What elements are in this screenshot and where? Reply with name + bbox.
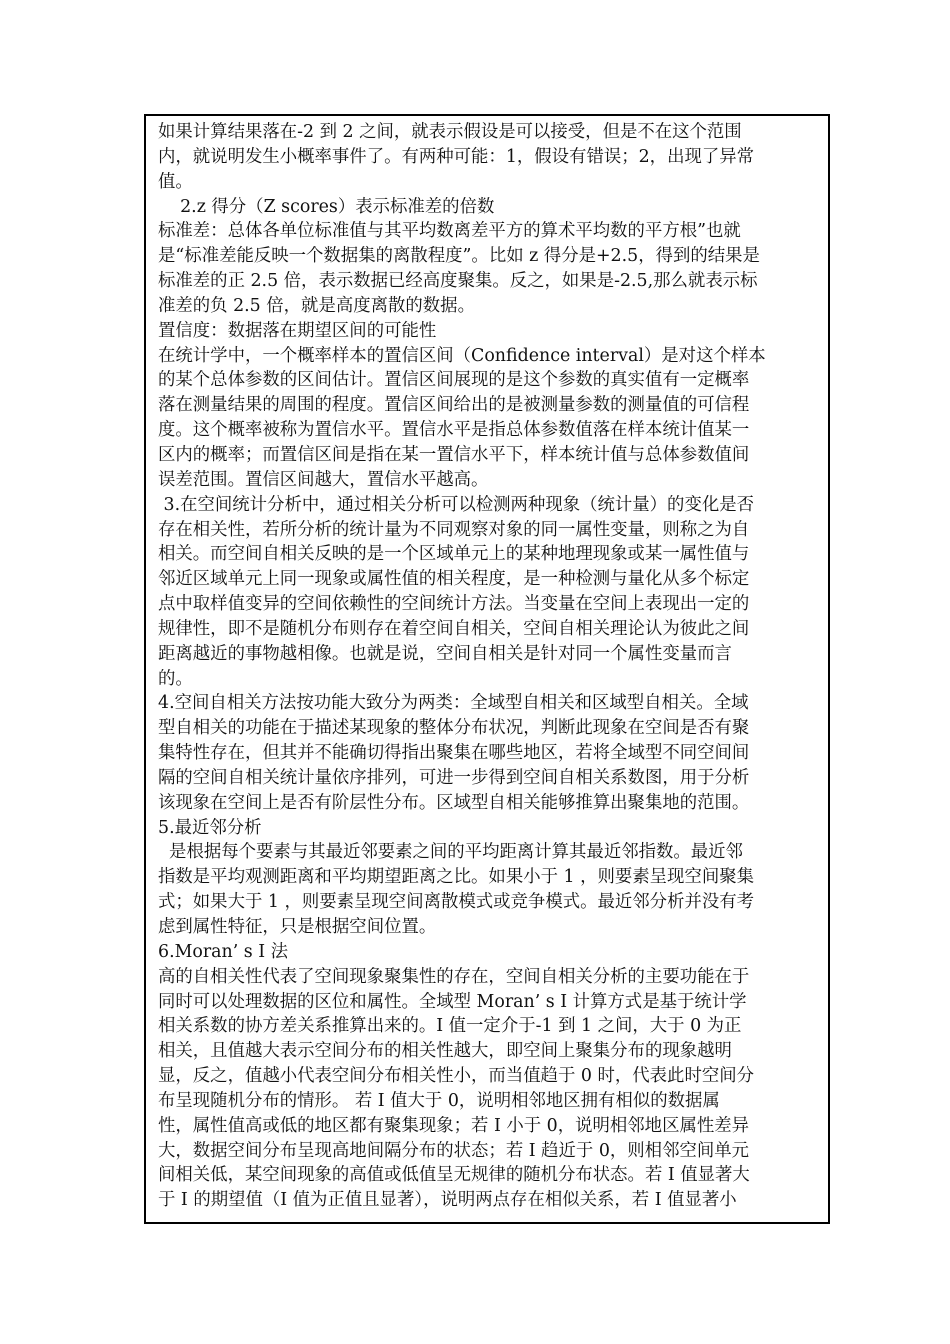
text-line: 距离越近的事物越相像。也就是说，空间自相关是针对同一个属性变量而言 [158, 643, 732, 664]
text-line: 2.z 得分（Z scores）表示标准差的倍数 [158, 196, 495, 217]
text-line: 置信度：数据落在期望区间的可能性 [158, 320, 437, 341]
text-line: 如果计算结果落在-2 到 2 之间，就表示假设是可以接受，但是不在这个范围 [158, 122, 742, 142]
text-line: 布呈现随机分布的情形。 若 I 值大于 0，说明相邻地区拥有相似的数据属 [158, 1090, 720, 1111]
text-line: 邻近区域单元上同一现象或属性值的相关程度，是一种检测与量化从多个标定 [158, 569, 750, 590]
text-line: 点中取样值变异的空间依赖性的空间统计方法。当变量在空间上表现出一定的 [158, 594, 750, 615]
text-line: 是根据每个要素与其最近邻要素之间的平均距离计算其最近邻指数。最近邻 [158, 842, 743, 863]
text-line: 落在测量结果的周围的程度。置信区间给出的是被测量参数的测量值的可信程 [158, 395, 750, 416]
text-line: 高的自相关性代表了空间现象聚集性的存在，空间自相关分析的主要功能在于 [158, 966, 750, 987]
text-line: 在统计学中，一个概率样本的置信区间（Confidence interval）是对这个样本 [158, 345, 766, 366]
text-line: 6.Moran’ s I 法 [158, 941, 289, 962]
text-line: 存在相关性，若所分析的统计量为不同观察对象的同一属性变量，则称之为自 [158, 519, 750, 540]
text-line: 4.空间自相关方法按功能大致分为两类：全域型自相关和区域型自相关。全域 [158, 693, 749, 714]
text-line: 相关系数的协方差关系推算出来的。I 值一定介于-1 到 1 之间，大于 0 为正 [158, 1016, 742, 1037]
text-line: 性，属性值高或低的地区都有聚集现象；若 I 小于 0，说明相邻地区属性差异 [158, 1115, 750, 1136]
text-line: 的某个总体参数的区间估计。置信区间展现的是这个参数的真实值有一定概率 [158, 370, 750, 391]
text-line: 集特性存在，但其并不能确切得指出聚集在哪些地区，若将全域型不同空间间 [158, 743, 750, 764]
text-line: 隔的空间自相关统计量依序排列，可进一步得到空间自相关系数图，用于分析 [158, 767, 750, 788]
text-line: 的。 [158, 668, 193, 689]
text-line: 相关，且值越大表示空间分布的相关性越大，即空间上聚集分布的现象越明 [158, 1041, 732, 1062]
document-frame [144, 114, 830, 1224]
text-line: 标准差：总体各单位标准值与其平均数离差平方的算术平均数的平方根”也就 [158, 221, 741, 242]
text-line: 3.在空间统计分析中，通过相关分析可以检测两种现象（统计量）的变化是否 [158, 494, 755, 515]
text-line: 标准差的正 2.5 倍，表示数据已经高度聚集。反之，如果是-2.5,那么就表示标 [158, 271, 758, 292]
text-line: 于 I 的期望值（I 值为正值且显著），说明两点存在相似关系，若 I 值显著小 [158, 1190, 737, 1211]
text-line: 该现象在空间上是否有阶层性分布。区域型自相关能够推算出聚集地的范围。 [158, 792, 750, 813]
text-line: 相关。而空间自相关反映的是一个区域单元上的某种地理现象或某一属性值与 [158, 544, 750, 565]
document-text [158, 120, 822, 1213]
text-line: 内，就说明发生小概率事件了。有两种可能：1，假设有错误；2，出现了异常 [158, 146, 755, 167]
text-line: 准差的负 2.5 倍，就是高度离散的数据。 [158, 295, 475, 316]
text-line: 间相关低，某空间现象的高值或低值呈无规律的随机分布状态。若 I 值显著大 [158, 1165, 750, 1186]
text-line: 5.最近邻分析 [158, 817, 262, 838]
text-line: 虑到属性特征，只是根据空间位置。 [158, 917, 437, 937]
text-line: 大，数据空间分布呈现高地间隔分布的状态；若 I 趋近于 0，则相邻空间单元 [158, 1140, 750, 1161]
text-line: 是“标准差能反映一个数据集的离散程度”。比如 z 得分是+2.5，得到的结果是 [158, 246, 760, 267]
text-line: 规律性，即不是随机分布则存在着空间自相关，空间自相关理论认为彼此之间 [158, 618, 750, 639]
text-line: 式；如果大于 1 ，则要素呈现空间离散模式或竞争模式。最近邻分析并没有考 [158, 892, 755, 913]
text-line: 同时可以处理数据的区位和属性。全域型 Moran’ s I 计算方式是基于统计学 [158, 991, 747, 1012]
text-line: 度。这个概率被称为置信水平。置信水平是指总体参数值落在样本统计值某一 [158, 420, 750, 441]
text-line: 区内的概率；而置信区间是指在某一置信水平下，样本统计值与总体参数值间 [158, 444, 750, 465]
text-line: 值。 [158, 171, 193, 192]
text-line: 指数是平均观测距离和平均期望距离之比。如果小于 1 ，则要素呈现空间聚集 [158, 867, 755, 888]
text-line: 型自相关的功能在于描述某现象的整体分布状况，判断此现象在空间是否有聚 [158, 718, 750, 739]
text-line: 显，反之，值越小代表空间分布相关性小，而当值趋于 0 时，代表此时空间分 [158, 1066, 755, 1087]
text-line: 误差范围。置信区间越大，置信水平越高。 [158, 469, 489, 490]
